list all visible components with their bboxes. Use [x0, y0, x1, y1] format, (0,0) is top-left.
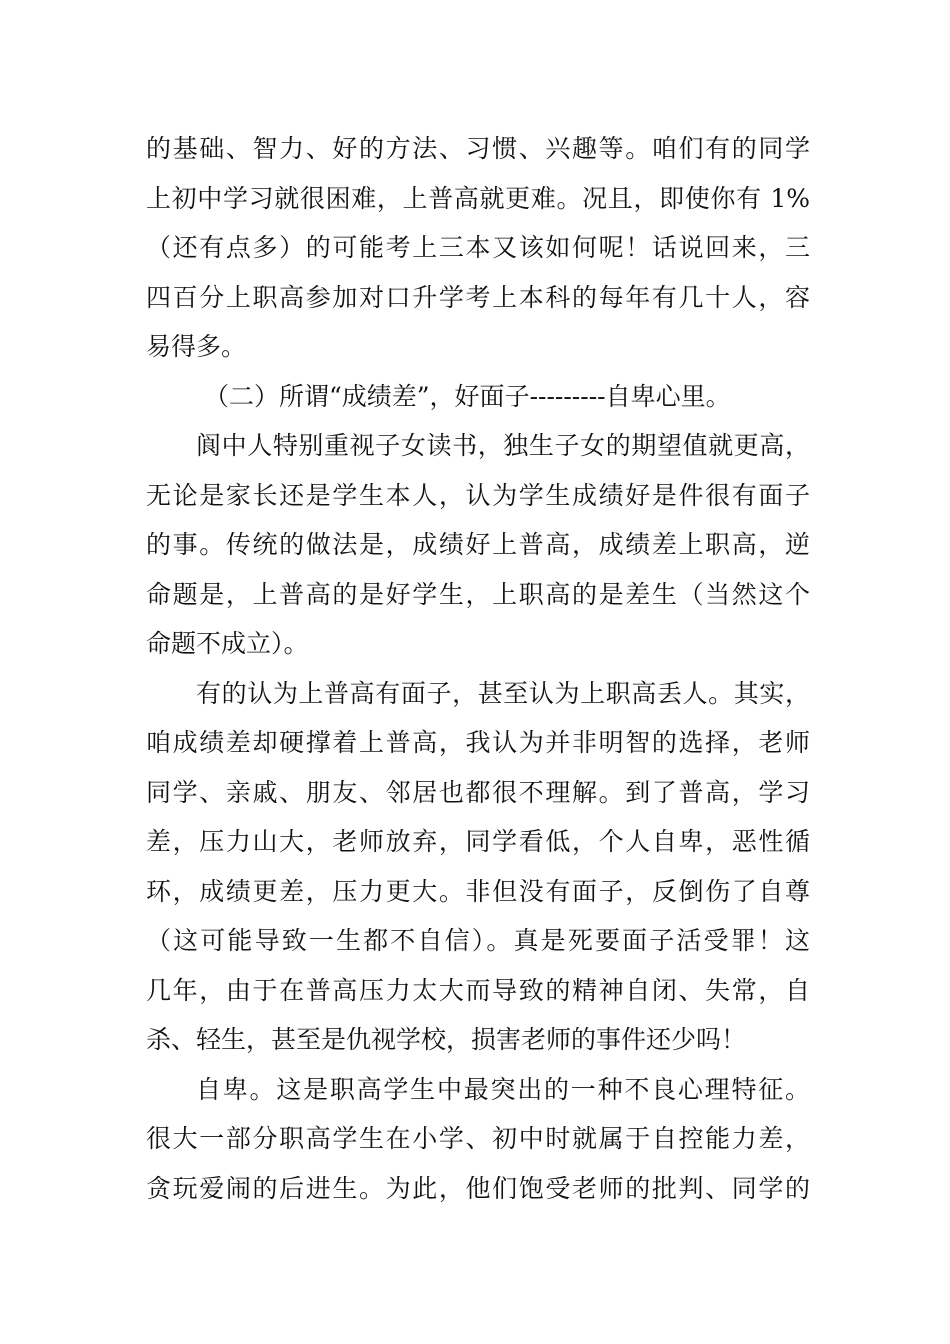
- text-line: （还有点多）的可能考上三本又该如何呢！话说回来，三: [146, 233, 810, 262]
- paragraph-continuation: [146, 124, 810, 372]
- text-line: 的事。传统的做法是，成绩好上普高，成绩差上职高，逆: [146, 530, 810, 559]
- text-line: 无论是家长还是学生本人，认为学生成绩好是件很有面子: [146, 480, 810, 510]
- text-line: 自卑。这是职高学生中最突出的一种不良心理特征。: [196, 1074, 810, 1104]
- text-line: 阆中人特别重视子女读书，独生子女的期望值就更高，: [196, 431, 810, 460]
- text-line: 命题是，上普高的是好学生，上职高的是差生（当然这个: [146, 579, 810, 609]
- text-line: 贪玩爱闹的后进生。为此，他们饱受老师的批判、同学的: [146, 1173, 810, 1203]
- text-line: 命题不成立）。: [146, 629, 309, 658]
- heading-text: （二）所谓“成绩差”，好面子---------自卑心里。: [204, 381, 731, 411]
- text-line: 同学、亲戚、朋友、邻居也都很不理解。到了普高，学习: [146, 777, 810, 807]
- section-heading: [146, 372, 810, 422]
- text-line: 上初中学习就很困难，上普高就更难。况且，即使你有 1%: [146, 183, 810, 213]
- paragraph: [146, 1065, 810, 1214]
- text-line: 杀、轻生，甚至是仇视学校，损害老师的事件还少吗！: [146, 1025, 747, 1054]
- text-line: （这可能导致一生都不自信）。真是死要面子活受罪！这: [146, 926, 810, 955]
- paragraph: [146, 421, 810, 669]
- paragraph: [146, 669, 810, 1065]
- document-body: [146, 124, 810, 1213]
- text-line: 易得多。: [146, 332, 247, 361]
- text-line: 咱成绩差却硬撑着上普高，我认为并非明智的选择，老师: [146, 728, 810, 757]
- text-line: 几年，由于在普高压力太大而导致的精神自闭、失常，自: [146, 975, 810, 1005]
- text-line: 有的认为上普高有面子，甚至认为上职高丢人。其实，: [196, 678, 810, 708]
- text-line: 四百分上职高参加对口升学考上本科的每年有几十人，容: [146, 282, 810, 312]
- text-line: 差，压力山大，老师放弃，同学看低，个人自卑，恶性循: [146, 827, 810, 856]
- text-line: 环，成绩更差，压力更大。非但没有面子，反倒伤了自尊: [146, 876, 810, 906]
- text-line: 很大一部分职高学生在小学、初中时就属于自控能力差，: [146, 1124, 810, 1153]
- text-line: 的基础、智力、好的方法、习惯、兴趣等。咱们有的同学: [146, 134, 810, 163]
